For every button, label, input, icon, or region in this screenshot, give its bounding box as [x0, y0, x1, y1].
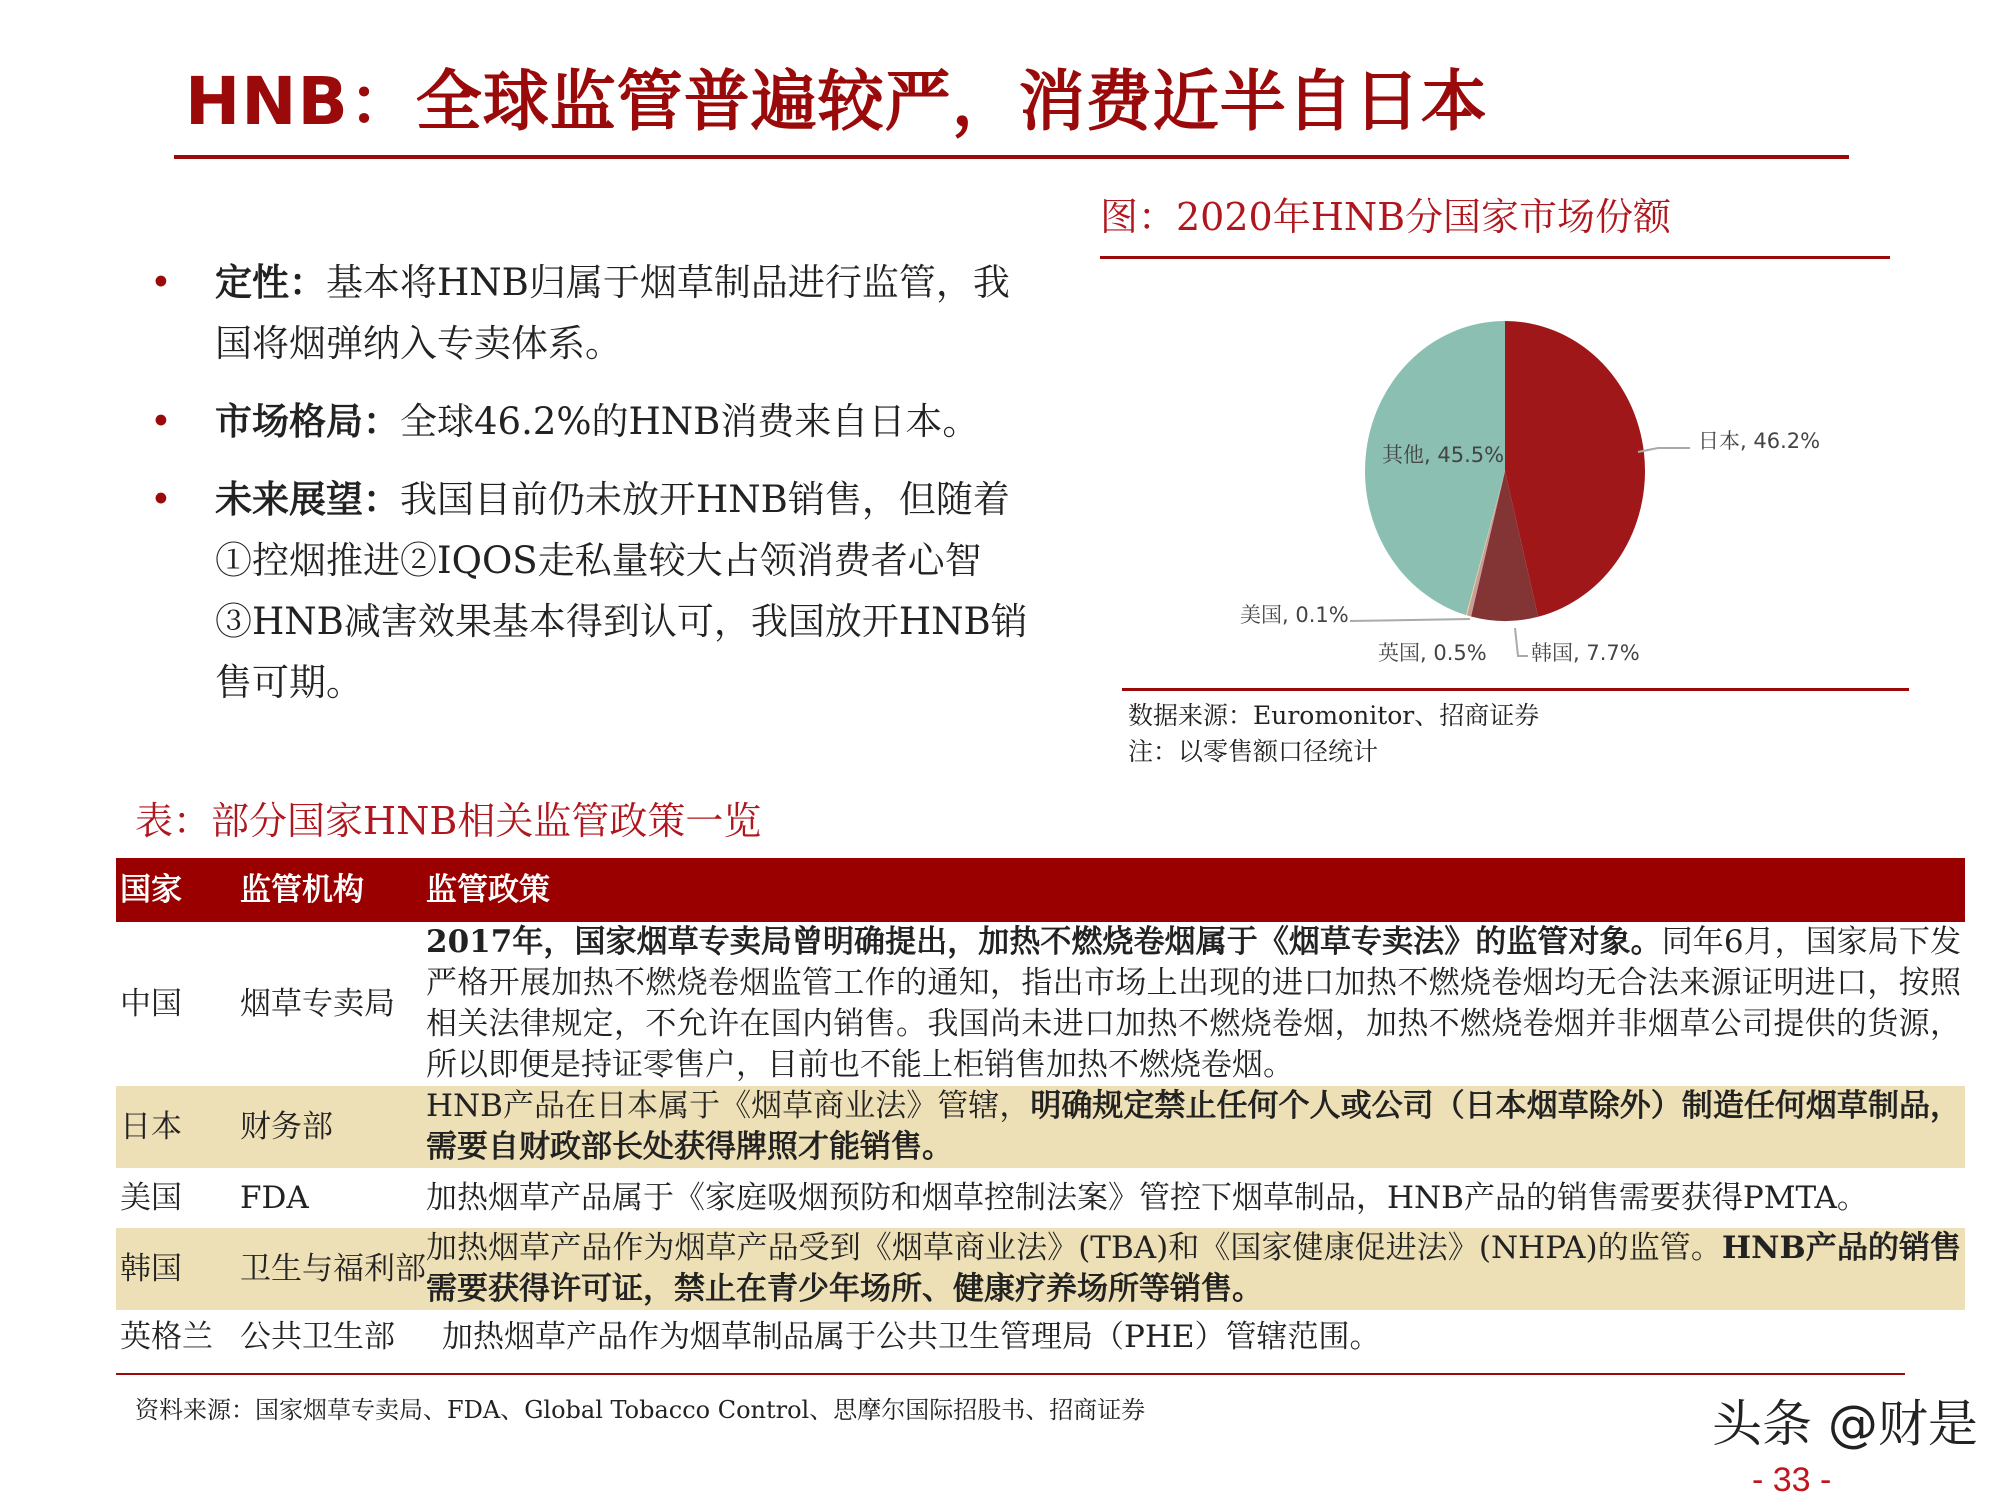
leader-line-japan — [1638, 448, 1690, 452]
bullet-text: 全球46.2%的HNB消费来自日本。 — [400, 400, 980, 443]
table-source: 资料来源：国家烟草专卖局、FDA、Global Tobacco Control、思摩尔国际招股书、招商证券 — [135, 1396, 1146, 1424]
chart-divider-top — [1100, 256, 1890, 259]
header-agency: 监管机构 — [240, 871, 364, 908]
chart-title: 图：2020年HNB分国家市场份额 — [1100, 195, 1672, 239]
chart-source: 数据来源：Euromonitor、招商证券 — [1128, 701, 1540, 730]
policy-text: 加热烟草产品作为烟草制品属于公共卫生管理局（PHE）管辖范围。 — [442, 1318, 1381, 1355]
cell-policy — [426, 1178, 1965, 1219]
cell-agency: 财务部 — [240, 1108, 333, 1145]
cell-agency: 公共卫生部 — [240, 1318, 395, 1355]
leader-line-korea — [1515, 628, 1528, 656]
bullet-label: 未来展望： — [215, 477, 400, 521]
cell-country: 日本 — [120, 1108, 182, 1145]
title-divider — [174, 155, 1849, 159]
pie-label-korea: 韩国, 7.7% — [1531, 641, 1640, 665]
policy-bold: HNB产品的销售需要获得许可证，禁止在青少年场所、健康疗养场所等销售。 — [426, 1230, 1962, 1307]
cell-country: 英格兰 — [120, 1318, 213, 1355]
cell-agency: 卫生与福利部 — [240, 1250, 426, 1287]
pie-label-us: 美国, 0.1% — [1240, 603, 1349, 627]
table-section — [116, 858, 1965, 1425]
table-caption: 表：部分国家HNB相关监管政策一览 — [135, 799, 762, 843]
bullet-icon: • — [150, 400, 172, 443]
bullet-item — [150, 391, 1030, 452]
policy-text: HNB产品在日本属于《烟草商业法》管辖， — [426, 1088, 1031, 1124]
policy-text: 加热烟草产品作为烟草产品受到《烟草商业法》(TBA)和《国家健康促进法》(NHPA)的监管。 — [426, 1230, 1722, 1266]
pie-label-other: 其他, 45.5% — [1382, 443, 1505, 467]
bullet-text: 我国目前仍未放开HNB销售，但随着①控烟推进②IQOS走私量较大占领消费者心智③HNB减害效果基本得到认可，我国放开HNB销售可期。 — [215, 478, 1028, 704]
table-row — [116, 922, 1965, 1086]
policy-table — [116, 858, 1965, 1364]
header-policy: 监管政策 — [426, 871, 550, 908]
policy-bold: 明确规定禁止任何个人或公司（日本烟草除外）制造任何烟草制品，需要自财政部长处获得牌照才能销售。 — [426, 1088, 1961, 1165]
cell-country: 中国 — [120, 985, 182, 1022]
pie-label-uk: 英国, 0.5% — [1378, 641, 1487, 665]
cell-country: 美国 — [120, 1179, 182, 1216]
bullet-item — [150, 252, 1030, 374]
bullet-icon: • — [150, 478, 172, 521]
policy-bold: 2017年，国家烟草专卖局曾明确提出，加热不燃烧卷烟属于《烟草专卖法》的监管对象。 — [426, 924, 1662, 960]
cell-policy — [426, 1317, 1965, 1358]
bullet-label: 市场格局： — [215, 399, 400, 443]
pie-label-japan: 日本, 46.2% — [1698, 429, 1821, 453]
bullet-item — [150, 469, 1030, 713]
page-number: - 33 - — [1752, 1461, 1832, 1499]
bullet-icon: • — [150, 261, 172, 304]
page-title: HNB：全球监管普遍较严，消费近半自日本 — [185, 63, 1488, 140]
leader-line-us — [1350, 619, 1470, 621]
bullet-list — [150, 252, 1030, 730]
cell-agency: FDA — [240, 1179, 309, 1216]
cell-policy — [426, 922, 1965, 1086]
pie-chart — [1150, 290, 1890, 680]
policy-text: 同年6月，国家局下发严格开展加热不燃烧卷烟监管工作的通知，指出市场上出现的进口加热不燃烧卷烟均无合法来源证明进口，按照相关法律规定，不允许在国内销售。我国尚未进口加热不燃烧卷烟，加热不燃烧卷烟并非烟草公司提供的货源，所以即便是持证零售户，目前也不能上柜销售加热不燃烧卷烟。 — [426, 924, 1961, 1083]
cell-policy — [426, 1228, 1965, 1310]
bullet-text: 基本将HNB归属于烟草制品进行监管，我国将烟弹纳入专卖体系。 — [215, 261, 1010, 365]
header-country: 国家 — [120, 871, 182, 908]
watermark: 头条 @财是 — [1712, 1395, 1978, 1453]
chart-note: 注：以零售额口径统计 — [1128, 737, 1379, 766]
table-divider — [116, 1373, 1905, 1375]
table-row — [116, 1168, 1965, 1228]
table-header — [116, 858, 1965, 922]
policy-text: 加热烟草产品属于《家庭吸烟预防和烟草控制法案》管控下烟草制品，HNB产品的销售需要获得PMTA。 — [426, 1179, 1868, 1216]
chart-divider-bottom — [1122, 688, 1909, 691]
table-row — [116, 1310, 1965, 1364]
cell-policy — [426, 1086, 1965, 1168]
table-row — [116, 1228, 1965, 1310]
bullet-label: 定性： — [215, 260, 326, 304]
table-row — [116, 1086, 1965, 1168]
cell-country: 韩国 — [120, 1250, 182, 1287]
cell-agency: 烟草专卖局 — [240, 985, 395, 1022]
